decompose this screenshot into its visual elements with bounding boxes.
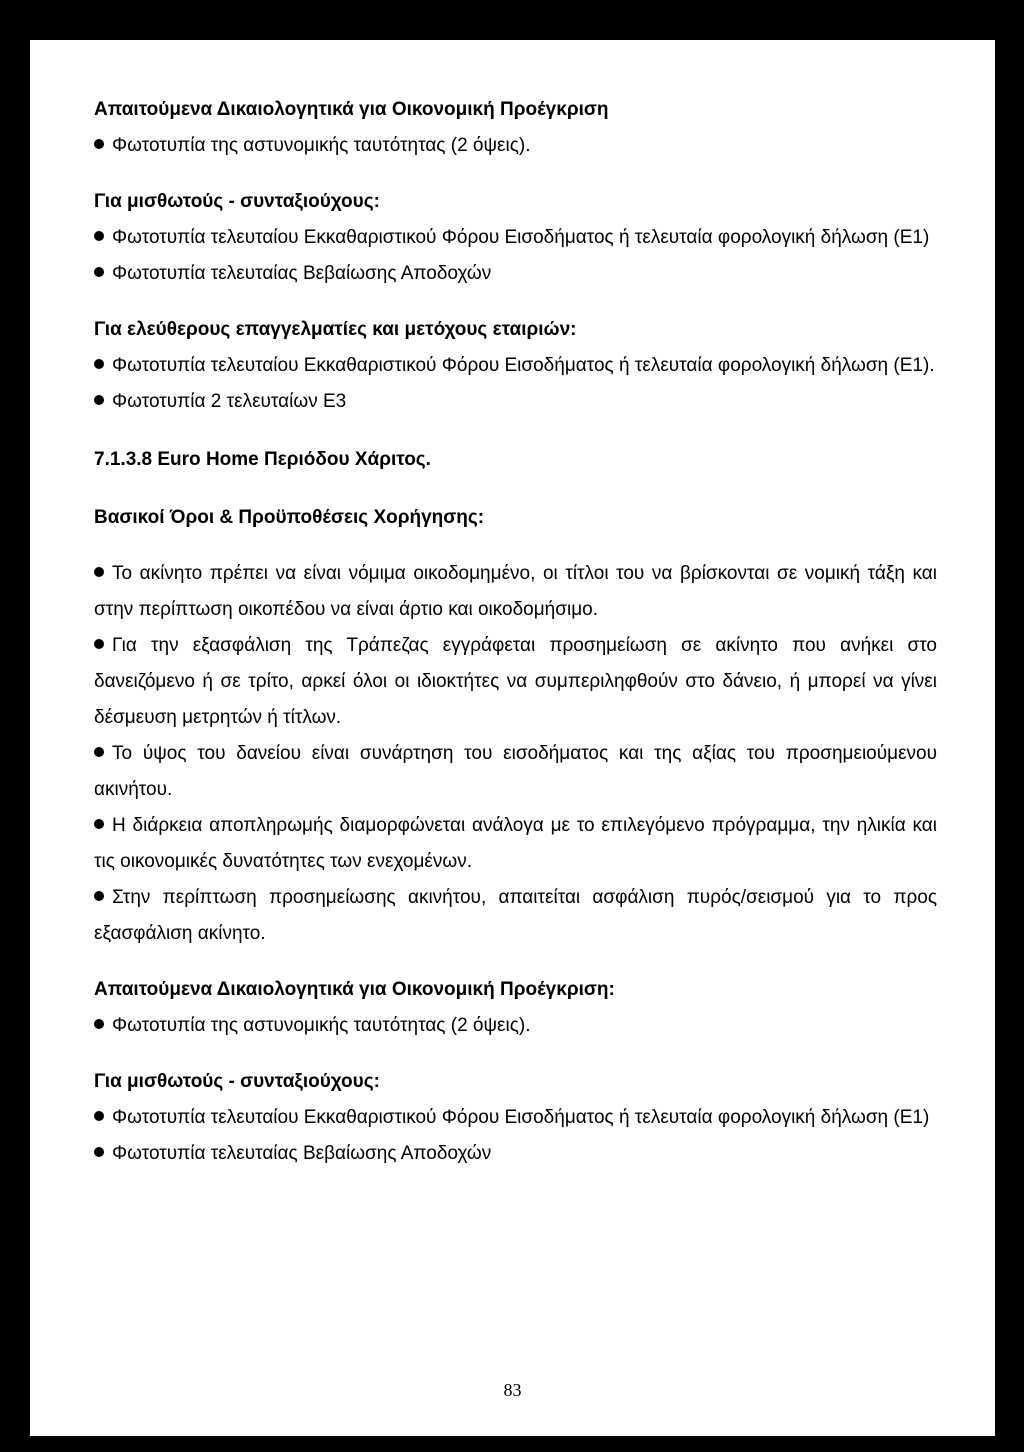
list-item: Φωτοτυπία τελευταίου Εκκαθαριστικού Φόρου Εισοδήματος ή τελευταία φορολογική δήλωση (Ε1) [94, 220, 937, 256]
section-heading-documents: Απαιτούμενα Δικαιολογητικά για Οικονομική Προέγκριση: [94, 979, 615, 1000]
bullet-icon [94, 359, 104, 369]
bullet-icon [94, 1147, 104, 1157]
bullet-icon [94, 395, 104, 405]
list-item: Φωτοτυπία της αστυνομικής ταυτότητας (2 όψεις). [94, 128, 937, 164]
list-item: Φωτοτυπία τελευταίας Βεβαίωσης Αποδοχών [94, 256, 937, 292]
terms-heading: Βασικοί Όροι & Προϋποθέσεις Χορήγησης: [94, 507, 485, 528]
list-item: Φωτοτυπία τελευταίου Εκκαθαριστικού Φόρου Εισοδήματος ή τελευταία φορολογική δήλωση (Ε1). [94, 348, 937, 384]
list-item: Το ακίνητο πρέπει να είναι νόμιμα οικοδομημένο, οι τίτλοι του να βρίσκονται σε νομική τάξη και στην περίπτωση οικοπέδου να είναι άρτιο και οικοδομήσιμο. [94, 563, 937, 620]
list-item: Η διάρκεια αποπληρωμής διαμορφώνεται ανάλογα με το επιλεγόμενο πρόγραμμα, την ηλικία και τις οικονομικές δυνατότητες των ενεχομένων. [94, 815, 937, 872]
bullet-icon [94, 139, 104, 149]
list-item: Φωτοτυπία τελευταίου Εκκαθαριστικού Φόρου Εισοδήματος ή τελευταία φορολογική δήλωση (Ε1) [94, 1100, 937, 1136]
bullet-icon [94, 891, 104, 901]
section-heading-documents: Απαιτούμενα Δικαιολογητικά για Οικονομική Προέγκριση [94, 99, 609, 120]
employees-heading: Για μισθωτούς - συνταξιούχους: [94, 191, 380, 212]
section-title: 7.1.3.8 Euro Home Περιόδου Χάριτος. [94, 449, 431, 470]
bullet-icon [94, 819, 104, 829]
page-number: 83 [503, 1380, 522, 1400]
list-item: Φωτοτυπία της αστυνομικής ταυτότητας (2 όψεις). [94, 1008, 937, 1044]
bullet-icon [94, 267, 104, 277]
bullet-icon [94, 231, 104, 241]
bullet-icon [94, 567, 104, 577]
bullet-icon [94, 1111, 104, 1121]
list-item: Φωτοτυπία τελευταίας Βεβαίωσης Αποδοχών [94, 1136, 937, 1172]
employees-heading: Για μισθωτούς - συνταξιούχους: [94, 1071, 380, 1092]
list-item: Στην περίπτωση προσημείωσης ακινήτου, απαιτείται ασφάλιση πυρός/σεισμού για το προς εξασφάλιση ακίνητο. [94, 887, 937, 944]
page-content [94, 92, 937, 1172]
freelancers-heading: Για ελεύθερους επαγγελματίες και μετόχους εταιριών: [94, 319, 577, 340]
list-item: Για την εξασφάλιση της Τράπεζας εγγράφεται προσημείωση σε ακίνητο που ανήκει στο δανειζόμενο ή σε τρίτο, αρκεί όλοι οι ιδιοκτήτες να συμπεριληφθούν στο δάνειο, ή μπορεί να γίνει δέσμευση μετρητών ή τίτλων. [94, 635, 937, 728]
bullet-icon [94, 639, 104, 649]
bullet-icon [94, 1019, 104, 1029]
document-page [30, 40, 995, 1436]
list-item: Φωτοτυπία 2 τελευταίων Ε3 [94, 384, 937, 420]
list-item: Το ύψος του δανείου είναι συνάρτηση του εισοδήματος και της αξίας του προσημειούμενου ακινήτου. [94, 743, 937, 800]
bullet-icon [94, 747, 104, 757]
